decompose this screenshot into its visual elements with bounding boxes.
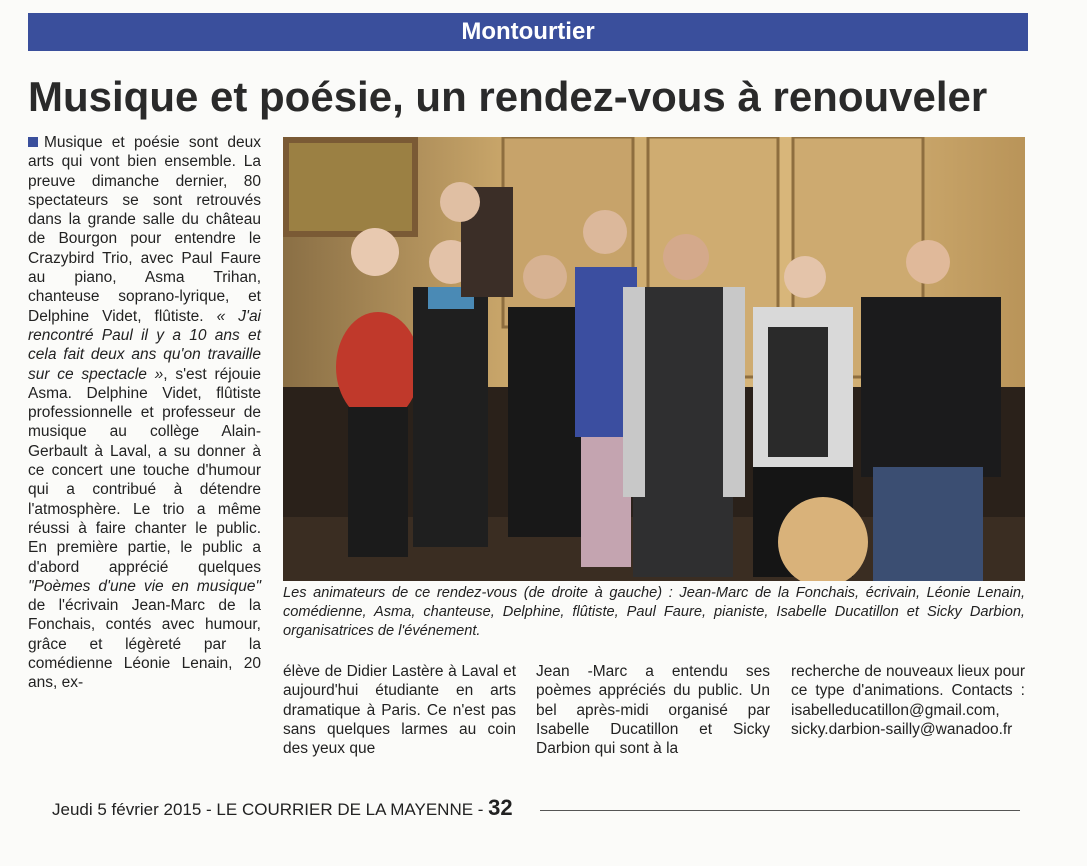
body-text-1: Musique et poésie sont deux arts qui vont bien ensemble. La preuve dimanche dernier, 80 spectateurs se sont retrouvés dans la grande salle du château de Bourgon pour entendre le Crazybird Trio, avec Paul Faure au piano, Asma Trihan, chanteuse soprano-lyrique, et Delphine Videt, flûtiste. (28, 134, 261, 325)
body-text-2: , s'est réjouie Asma. Delphine Videt, flûtiste professionnelle et professeur de musique au collège Alain-Gerbault à Laval, a su donner à ce concert une touche d'humour qui a contribué à détendre l'atmosphère. Le trio a même réussi à faire chanter le public. En première partie, le public a d'abord apprécié quelques (28, 365, 261, 576)
footer-rule (540, 810, 1020, 811)
photo-caption: Les animateurs de ce rendez-vous (de droite à gauche) : Jean-Marc de la Fonchais, écrivain, Léonie Lenain, comédienne, Asma, chanteuse, Delphine, flûtiste, Paul Faure, pianiste, Isabelle Ducatillon et Sicky Darbion, organisatrices de l'événement. (283, 585, 1025, 639)
poem-title: "Poèmes d'une vie en musique" (28, 577, 261, 595)
page-number: 32 (488, 795, 513, 820)
column-4: recherche de nouveaux lieux pour ce type d'animations. Contacts : isabelleducatillon@gmail.com, sicky.darbion-sailly@wanadoo.fr (791, 663, 1025, 738)
column-2: élève de Didier Lastère à Laval et aujourd'hui étudiante en arts dramatique à Paris. Ce n'est pas sans quelques larmes au coin des yeux que (283, 663, 516, 758)
body-text-3: de l'écrivain Jean-Marc de la Fonchais, contés avec humour, grâce et légèreté par la comédienne Léonie Lenain, 20 ans, ex- (28, 597, 261, 692)
column-1 (28, 133, 261, 693)
headline: Musique et poésie, un rendez-vous à renouveler (28, 73, 988, 120)
footer-text: Jeudi 5 février 2015 - LE COURRIER DE LA MAYENNE - (52, 800, 489, 819)
column-3: Jean -Marc a entendu ses poèmes appréciés du public. Un bel après-midi organisé par Isabelle Ducatillon et Sicky Darbion qui sont à la (536, 663, 770, 758)
bullet-square-icon (28, 137, 38, 147)
group-photo (283, 137, 1025, 581)
page-footer (52, 795, 513, 823)
section-banner: Montourtier (28, 13, 1028, 51)
quote-text: « J'ai rencontré Paul il y a 10 ans et cela fait deux ans qu'on travaille sur ce spectacle » (28, 307, 262, 383)
